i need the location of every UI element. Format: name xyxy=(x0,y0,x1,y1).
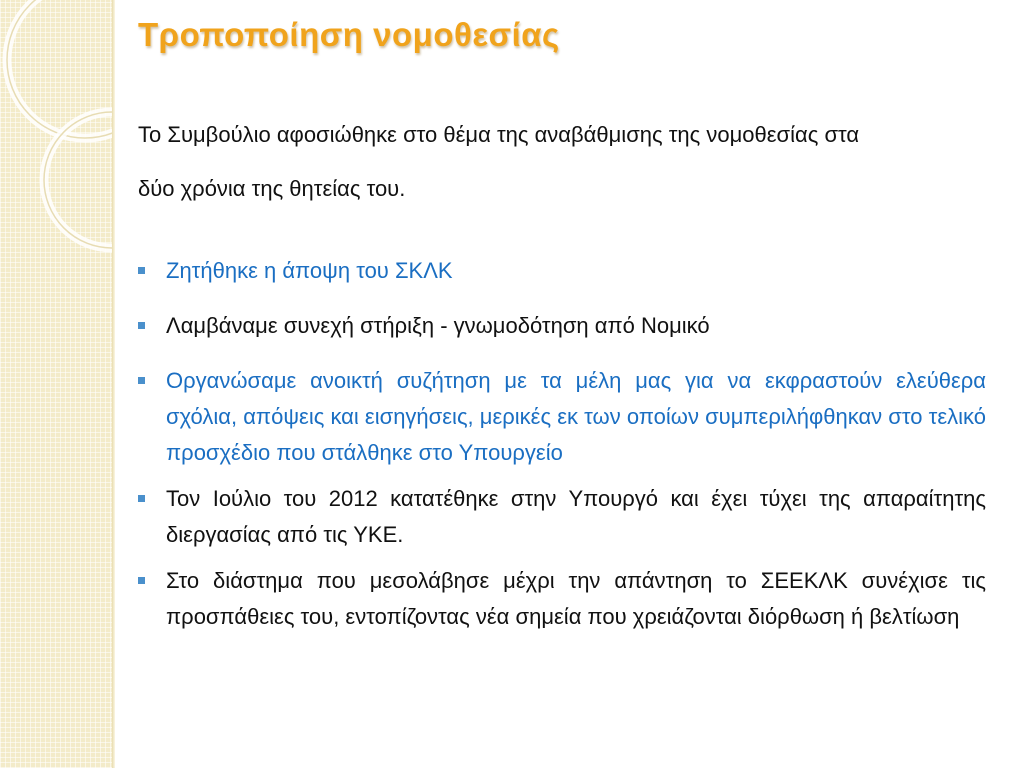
intro-paragraph: Το Συμβούλιο αφοσιώθηκε στο θέμα της αναβάθμισης της νομοθεσίας στα δύο χρόνια της θητείας του. xyxy=(138,122,860,201)
bullet-item-july-2012 xyxy=(138,481,986,553)
bullet-text: Στο διάστημα που μεσολάβησε μέχρι την απάντηση το ΣΕΕΚΛΚ συνέχισε τις προσπάθειες του, εντοπίζοντας νέα σημεία που χρειάζονται διόρθωση ή βελτίωση xyxy=(166,568,986,629)
decorative-side-band xyxy=(0,0,113,768)
square-bullet-icon xyxy=(138,322,145,329)
bullet-text: Τον Ιούλιο του 2012 κατατέθηκε στην Υπουργό και έχει τύχει της απαραίτητης διεργασίας από τις ΥΚΕ. xyxy=(166,486,986,547)
bullet-item-legal-support xyxy=(138,308,986,344)
bullet-list xyxy=(138,253,986,645)
band-edge-divider xyxy=(112,0,115,768)
slide-title: Τροποποίηση νομοθεσίας xyxy=(138,16,560,53)
square-bullet-icon xyxy=(138,577,145,584)
bullet-text: Ζητήθηκε η άποψη του ΣΚΛΚ xyxy=(166,258,453,283)
square-bullet-icon xyxy=(138,267,145,274)
bullet-item-open-discussion xyxy=(138,363,986,471)
bullet-item-sklk xyxy=(138,253,986,289)
square-bullet-icon xyxy=(138,495,145,502)
bullet-text: Οργανώσαμε ανοικτή συζήτηση με τα μέλη μας για να εκφραστούν ελεύθερα σχόλια, απόψεις και εισηγήσεις, μερικές εκ των οποίων συμπεριλήφθηκαν στο τελικό προσχέδιο που στάλθηκε στο Υπουργείο xyxy=(166,368,986,465)
decorative-circles xyxy=(0,0,113,768)
bullet-item-continued-efforts xyxy=(138,563,986,635)
square-bullet-icon xyxy=(138,377,145,384)
bullet-text: Λαμβάναμε συνεχή στήριξη - γνωμοδότηση από Νομικό xyxy=(166,313,710,338)
